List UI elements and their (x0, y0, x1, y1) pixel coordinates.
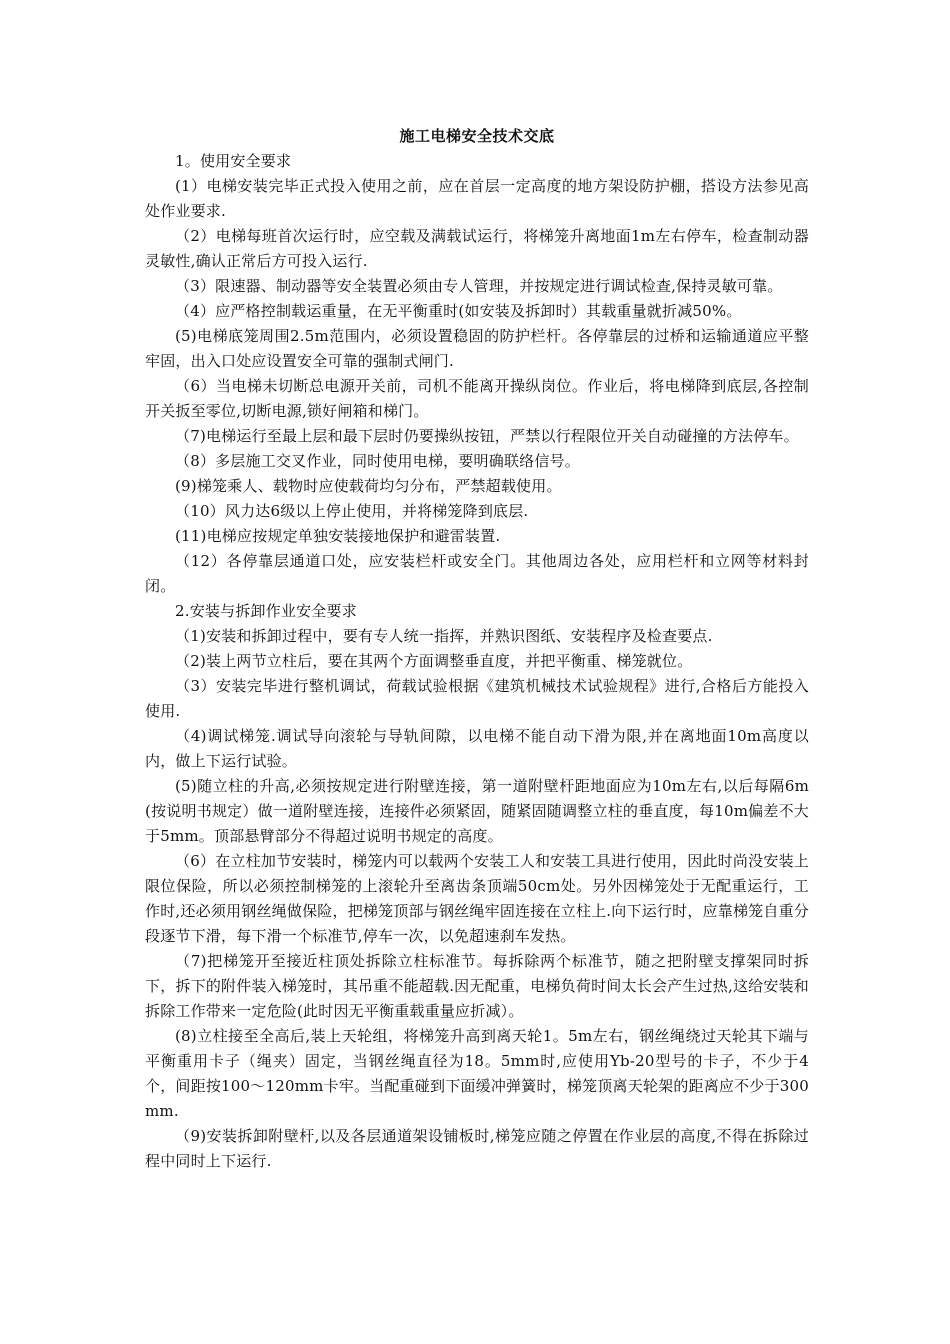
paragraph: （6）在立柱加节安装时，梯笼内可以载两个安装工人和安装工具进行使用，因此时尚没安装上限位保险，所以必须控制梯笼的上滚轮升至离齿条顶端50cm处。另外因梯笼处于无配重运行，工作时,还必须用钢丝绳做保险，把梯笼顶部与钢丝绳牢固连接在立柱上.向下运行时，应靠梯笼自重分段逐节下滑，每下滑一个标准节,停车一次，以免超速刹车发热。 (145, 852, 809, 945)
paragraph: （2)装上两节立柱后，要在其两个方面调整垂直度，并把平衡重、梯笼就位。 (175, 652, 693, 670)
paragraph: (11)电梯应按规定单独安装接地保护和避雷装置. (175, 527, 501, 545)
paragraph: （6）当电梯未切断总电源开关前，司机不能离开操纵岗位。作业后，将电梯降到底层,各控制开关扳至零位,切断电源,锁好闸箱和梯门。 (145, 377, 809, 420)
paragraph: （9)安装拆卸附壁杆,以及各层通道架设铺板时,梯笼应随之停置在作业层的高度,不得在拆除过程中同时上下运行. (145, 1127, 809, 1170)
paragraph: （4）应严格控制载运重量，在无平衡重时(如安装及拆卸时）其载重量就折减50%。 (175, 302, 742, 320)
paragraph: (5)电梯底笼周围2.5m范围内，必须设置稳固的防护栏杆。各停靠层的过桥和运输通道应平整牢固，出入口处应设置安全可靠的强制式闸门. (145, 327, 809, 370)
paragraph: （8）多层施工交叉作业，同时使用电梯，要明确联络信号。 (175, 452, 580, 470)
paragraph: (1）电梯安装完毕正式投入使用之前，应在首层一定高度的地方架设防护棚，搭设方法参见高处作业要求. (145, 177, 809, 220)
paragraph: （4)调试梯笼.调试导向滚轮与导轨间隙，以电梯不能自动下滑为限,并在离地面10m高度以内，做上下运行试验。 (145, 727, 809, 770)
paragraph: （1)安装和拆卸过程中，要有专人统一指挥，并熟识图纸、安装程序及检查要点. (175, 627, 713, 645)
paragraph: （3）限速器、制动器等安全装置必须由专人管理，并按规定进行调试检查,保持灵敏可靠。 (175, 277, 783, 295)
paragraph: (5)随立柱的升高,必须按规定进行附壁连接，第一道附壁杆距地面应为10m左右,以后每隔6m(按说明书规定）做一道附壁连接，连接件必须紧固，随紧固随调整立柱的垂直度，每10m偏差不大于5mm。顶部悬臂部分不得超过说明书规定的高度。 (145, 777, 809, 845)
paragraph: （12）各停靠层通道口处，应安装栏杆或安全门。其他周边各处，应用栏杆和立网等材料封闭。 (145, 552, 809, 595)
paragraph: （7)电梯运行至最上层和最下层时仍要操纵按钮，严禁以行程限位开关自动碰撞的方法停车。 (175, 427, 799, 445)
document-page (145, 126, 809, 1174)
paragraph: (9)梯笼乘人、载物时应使载荷均匀分布，严禁超载使用。 (175, 477, 562, 495)
section-heading-usage: 1。使用安全要求 (175, 152, 292, 170)
paragraph: （7)把梯笼开至接近柱顶处拆除立柱标准节。每拆除两个标准节，随之把附壁支撑架同时拆下，拆下的附件装入梯笼时，其吊重不能超载.因无配重，电梯负荷时间太长会产生过热,这给安装和拆除工作带来一定危险(此时因无平衡重载重量应折减）。 (145, 952, 809, 1020)
section-heading-install: 2.安装与拆卸作业安全要求 (175, 602, 357, 620)
paragraph: （2）电梯每班首次运行时，应空载及满载试运行，将梯笼升离地面1m左右停车，检查制动器灵敏性,确认正常后方可投入运行. (145, 227, 809, 270)
paragraph: （10）风力达6级以上停止使用，并将梯笼降到底层. (175, 502, 529, 520)
paragraph: (8)立柱接至全高后,装上天轮组，将梯笼升高到离天轮1。5m左右，钢丝绳绕过天轮其下端与平衡重用卡子（绳夹）固定，当钢丝绳直径为18。5mm时,应使用Yb-20型号的卡子，不少于4个，间距按100～120mm卡牢。当配重碰到下面缓冲弹簧时，梯笼顶离天轮架的距离应不少于300mm. (145, 1027, 809, 1120)
document-title: 施工电梯安全技术交底 (399, 127, 555, 145)
paragraph: （3）安装完毕进行整机调试，荷载试验根据《建筑机械技术试验规程》进行,合格后方能投入使用. (145, 677, 809, 720)
